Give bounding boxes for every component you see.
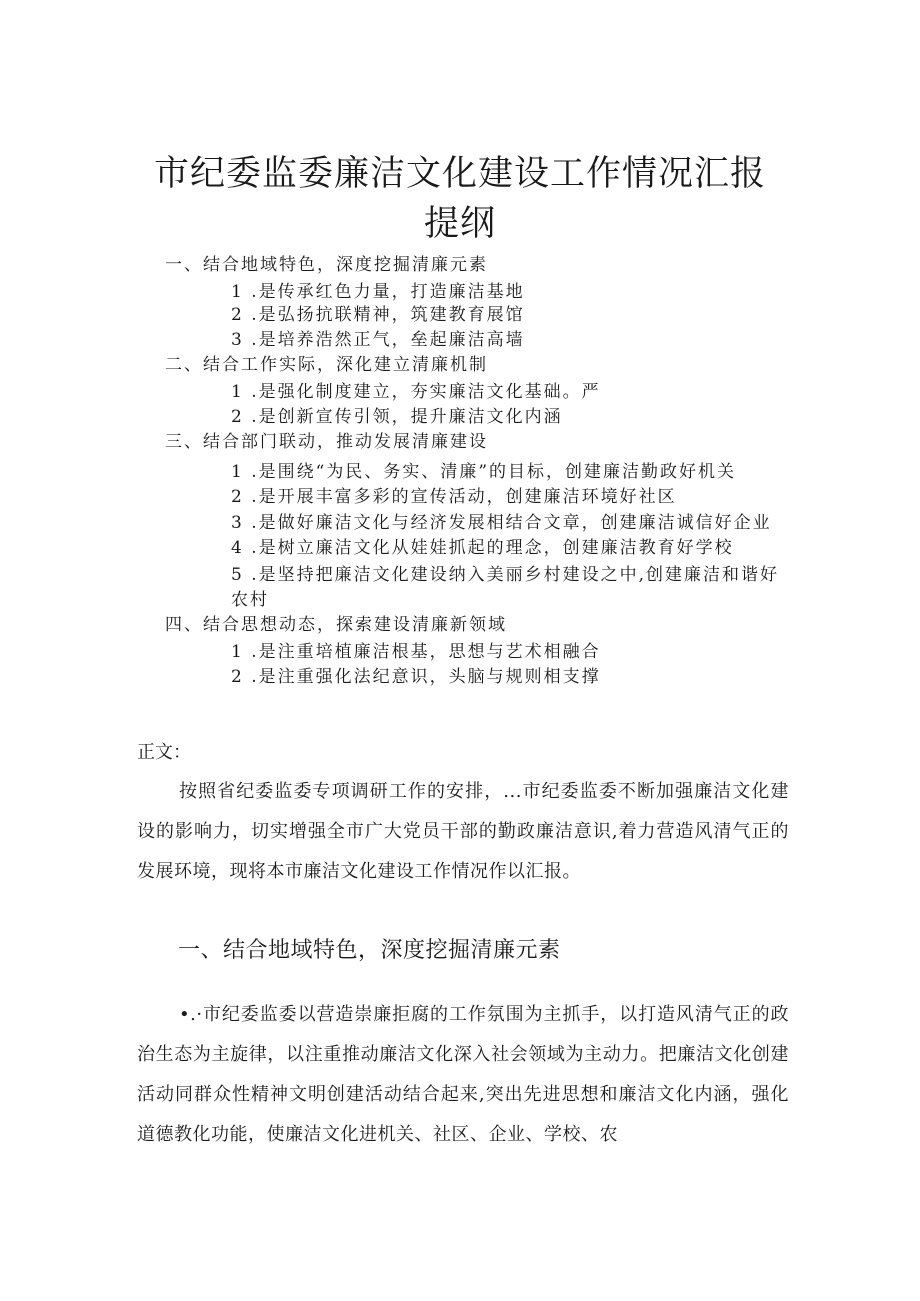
outline-heading-3: 三、结合部门联动，推动发展清廉建设 [165,432,488,452]
body-label: 正文： [137,742,191,763]
outline-item: 5 .是坚持把廉洁文化建设纳入美丽乡村建设之中,创建廉洁和谐好农村 [231,565,780,610]
outline-heading-4: 四、结合思想动态，探索建设清廉新领域 [165,615,507,635]
outline-item: 3 .是培养浩然正气，垒起廉洁高墙 [231,330,525,350]
outline-item: 1 .是强化制度建立，夯实廉洁文化基础。严 [231,382,601,402]
outline-item: 2 .是创新宣传引领，提升廉洁文化内涵 [231,407,563,427]
intro-paragraph: 按照省纪委监委专项调研工作的安排，...市纪委监委不断加强廉洁文化建设的影响力，切实增强全市广大党员干部的勤政廉洁意识,着力营造风清气正的发展环境，现将本市廉洁文化建设工作情况作以汇报。 [137,781,789,882]
section-heading-1: 一、结合地域特色，深度挖掘清廉元素 [178,938,561,963]
outline-item: 2 .是开展丰富多彩的宣传活动，创建廉洁环境好社区 [231,487,677,507]
outline-item: 3 .是做好廉洁文化与经济发展相结合文章，创建廉洁诚信好企业 [231,513,772,533]
outline-item: 1 .是围绕“为民、务实、清廉”的目标，创建廉洁勤政好机关 [231,462,737,482]
document-title-line-1: 市纪委监委廉洁文化建设工作情况汇报 [153,154,766,194]
section-1-paragraph: •.·市纪委监委以营造崇廉拒腐的工作氛围为主抓手，以打造风清气正的政治生态为主旋律，以注重推动廉洁文化深入社会领域为主动力。把廉洁文化创建活动同群众性精神文明创建活动结合起来,突出先进思想和廉洁文化内涵，强化道德教化功能，使廉洁文化进机关、社区、企业、学校、农 [137,1004,789,1145]
outline-heading-2: 二、结合工作实际，深化建立清廉机制 [165,355,488,375]
outline-heading-1: 一、结合地域特色，深度挖掘清廉元素 [165,255,488,275]
outline-item: 1 .是传承红色力量，打造廉洁基地 [231,282,525,302]
outline-item: 2 .是注重强化法纪意识，头脑与规则相支撑 [231,667,601,687]
document-title-line-2: 提纲 [423,204,496,244]
outline-item: 4 .是树立廉洁文化从娃娃抓起的理念，创建廉洁教育好学校 [231,538,734,558]
outline-item: 1 .是注重培植廉洁根基，思想与艺术相融合 [231,642,601,662]
outline-item: 2 .是弘扬抗联精神，筑建教育展馆 [231,305,525,325]
